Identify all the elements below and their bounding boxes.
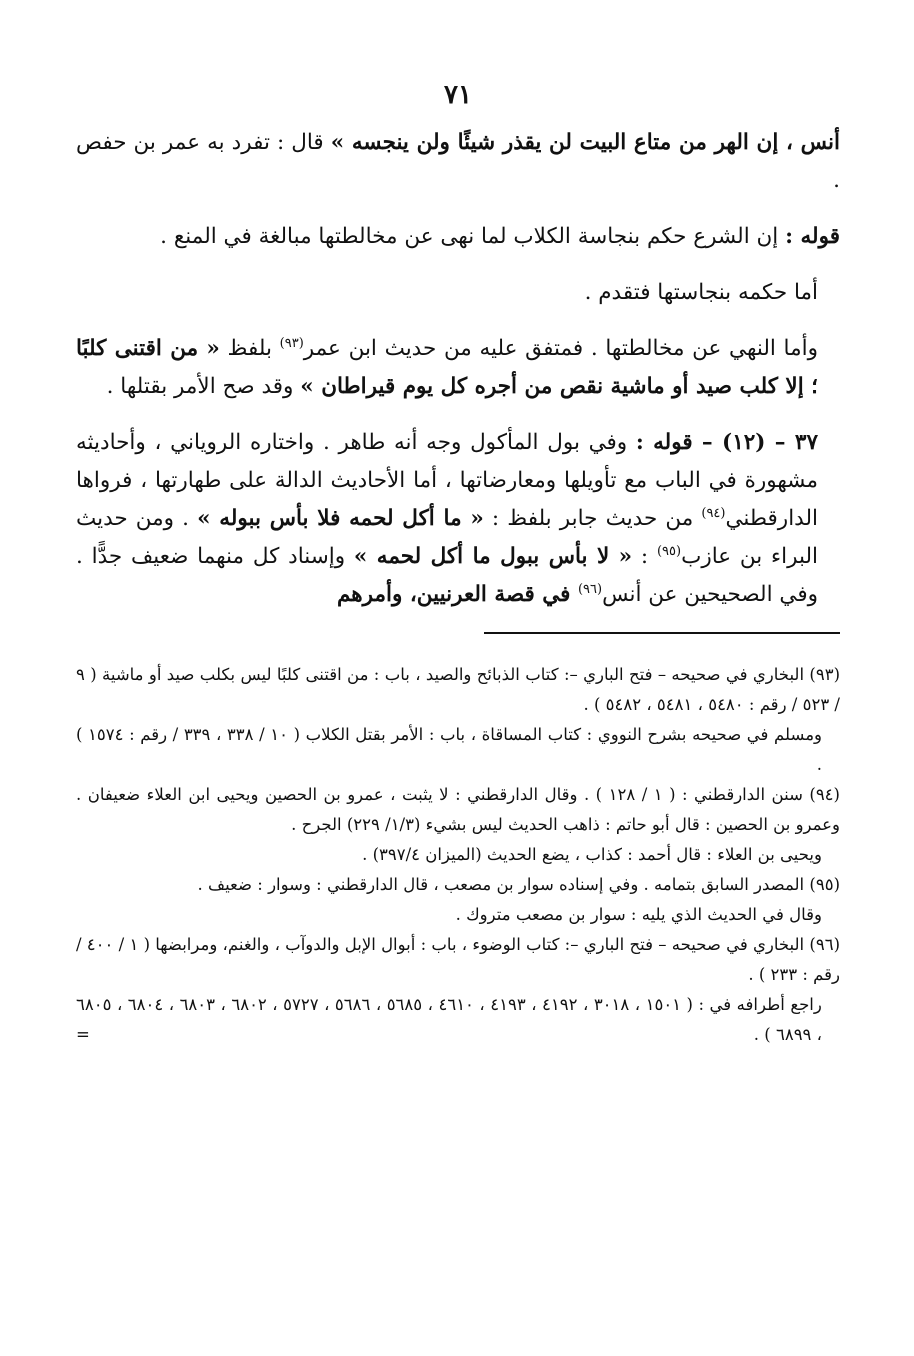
hadith-quote: في قصة العرنيين، وأمرهم [336, 582, 578, 607]
footnote-95: (٩٥) المصدر السابق بتمامه . وفي إسناده سوار بن مصعب ، قال الدارقطني : وسوار : ضعيف . وقال في الحديث الذي يليه : سوار بن مصعب متروك . [197, 875, 840, 924]
footnote-ref-93[interactable]: (٩٣) [279, 335, 304, 351]
hadith-quote: « من اقتنى كلبًا ؛ إلا كلب صيد أو ماشية نقص من أجره كل يوم قيراطان » [76, 336, 818, 399]
paragraph-4: وأما النهي عن مخالطتها . فمتفق عليه من حديث ابن عمر$^{(٩٣)}$ بلفظ « من اقتنى كلبًا ؛ إلا كلب صيد أو ماشية نقص من أجره كل يوم قيراطان » وقد صح الأمر بقتلها . [76, 335, 818, 399]
main-text [76, 124, 840, 614]
page-number: ٧١ [444, 80, 472, 110]
paragraph-1: أنس ، إن الهر من متاع البيت لن يقذر شيئًا ولن ينجسه » قال : تفرد به عمر بن حفص . [76, 130, 840, 193]
footnote-93: (٩٣) البخاري في صحيحه – فتح الباري –: كتاب الذبائح والصيد ، باب : من اقتنى كلبًا ليس بكلب صيد أو ماشية ( ٩ / ٥٢٣ / رقم : ٥٤٨٠ ، ٥٤٨١ ، ٥٤٨٢ ) . ومسلم في صحيحه بشرح النووي : كتاب المساقاة ، باب : الأمر بقتل الكلاب ( ١٠ / ٣٣٨ ، ٣٣٩ / رقم : ١٥٧٤ ) . [76, 665, 840, 774]
footnote-ref-94[interactable]: (٩٤) [701, 505, 726, 521]
qawluhu-label: قوله : [785, 224, 840, 249]
footnote-separator [484, 632, 840, 634]
hadith-quote: « لا بأس ببول ما أكل لحمه » [353, 544, 633, 569]
footnote-96: (٩٦) البخاري في صحيحه – فتح الباري –: كتاب الوضوء ، باب : أبوال الإبل والدوآب ، والغنم، ومرابضها ( ١ / ٤٠٠ / رقم : ٢٣٣ ) . راجع أطرافه في : ( ١٥٠١ ، ٣٠١٨ ، ٤١٩٢ ، ٤١٩٣ ، ٤٦١٠ ، ٥٦٨٥ ، ٥٦٨٦ ، ٥٧٢٧ ، ٦٨٠٢ ، ٦٨٠٣ ، ٦٨٠٤ ، ٦٨٠٥ ، ٦٨٩٩ ) . = [76, 930, 840, 1050]
paragraph-2: قوله : إن الشرع حكم بنجاسة الكلاب لما نهى عن مخالطتها مبالغة في المنع . [160, 224, 840, 249]
continuation-mark: = [76, 1025, 90, 1044]
hadith-quote: أنس ، إن الهر من متاع البيت لن يقذر شيئًا ولن ينجسه » [330, 130, 840, 155]
footnote-ref-95[interactable]: (٩٥) [656, 543, 682, 559]
hadith-quote: « ما أكل لحمه فلا بأس ببوله » [197, 506, 484, 531]
footnotes [76, 660, 840, 1050]
entry-number: ٣٧ – (١٢) – قوله : [635, 430, 818, 455]
page [76, 80, 840, 1050]
footnote-ref-96[interactable]: (٩٦) [577, 581, 603, 597]
footnote-94: (٩٤) سنن الدارقطني : ( ١ / ١٢٨ ) . وقال الدارقطني : لا يثبت ، عمرو بن الحصين ويحيى ابن العلاء ضعيفان . وعمرو بن الحصين : قال أبو حاتم : ذاهب الحديث ليس بشيء (١/٣/ ٢٢٩) الجرح . ويحيى بن العلاء : قال أحمد : كذاب ، يضع الحديث (الميزان ٣٩٧/٤) . [76, 785, 840, 864]
paragraph-5: ٣٧ – (١٢) – قوله : وفي بول المأكول وجه أنه طاهر . واختاره الروياني ، وأحاديثه مشهورة في الباب مع تأويلها ومعارضاتها ، أما الأحاديث الدالة على طهارتها ، فرواها الدارقطني$^{(٩٤)}$ من حديث جابر بلفظ : « ما أكل لحمه فلا بأس ببوله » . ومن حديث البراء بن عازب$^{(٩٥)}$ : « لا بأس ببول ما أكل لحمه » وإسناد كل منهما ضعيف جدًّا . وفي الصحيحين عن أنس$^{(٩٦)}$ في قصة العرنيين، وأمرهم [76, 430, 818, 607]
paragraph-3: أما حكمه بنجاستها فتقدم . [584, 280, 818, 305]
